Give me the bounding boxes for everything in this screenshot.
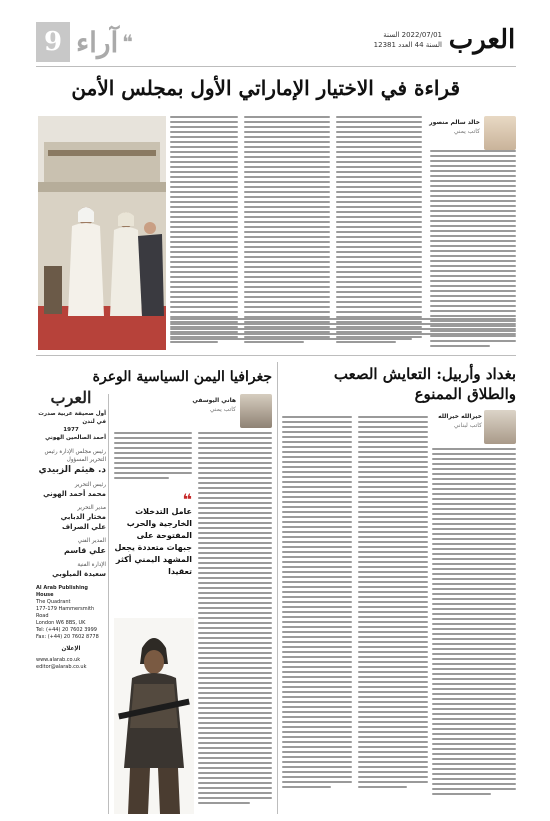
- top-body-col-4: [170, 116, 238, 343]
- top-body-col-3: [244, 116, 330, 343]
- masthead-logo: العرب: [448, 25, 516, 55]
- page-number-box: [36, 22, 70, 62]
- top-divider: [36, 355, 516, 356]
- section-title: آراء ❝: [76, 25, 134, 59]
- website-link[interactable]: www.alarab.co.uk: [36, 657, 81, 663]
- right-body-col-3: [282, 416, 352, 788]
- top-headline: قراءة في الاختيار الإماراتي الأول بمجلس الأمن: [71, 76, 460, 100]
- staff-divider: [108, 394, 109, 814]
- pullquote: ❝ عامل التدخلات الخارجية والحرب المفتوحة على جبهات متعددة يجعل المشهد اليمني أكثر تعقيدا: [114, 490, 192, 576]
- right-body-col-2: [358, 416, 428, 788]
- right-body-col-1: [432, 448, 516, 795]
- top-article-photo: [38, 116, 166, 350]
- left-article-photo: [114, 618, 194, 814]
- left-headline: جغرافيا اليمن السياسية الوعرة: [92, 369, 272, 385]
- right-author-byline: خيرالله خيرالله كاتب لبناني: [438, 413, 482, 429]
- masthead: [0, 0, 550, 70]
- page-number: 9: [43, 27, 63, 57]
- top-body-col-2: [336, 116, 422, 343]
- left-author-photo: [240, 394, 272, 428]
- top-author-byline: خالد سالم منصور كاتب يمني: [429, 119, 480, 135]
- masthead-rule: [36, 66, 516, 67]
- right-author-photo: [484, 410, 516, 444]
- vertical-divider: [277, 362, 278, 814]
- left-body-col-1: [198, 432, 272, 804]
- right-headline: بغداد وأربيل: التعايش الصعب والطلاق الممنوع: [333, 365, 516, 403]
- quote-mark-icon: ❝: [182, 490, 192, 509]
- quote-icon: ❝: [122, 30, 134, 54]
- top-author-photo: [484, 116, 516, 150]
- issue-info: 2022/07/01 السنة السنة 44 العدد 12381: [373, 31, 442, 49]
- left-body-col-2: [114, 432, 192, 479]
- email-link[interactable]: editor@alarab.co.uk: [36, 664, 87, 670]
- top-body-footer: [170, 318, 516, 340]
- staff-logo: العرب: [50, 388, 92, 407]
- staff-box: العرب أول صحيفة عربية صدرت في لندن 1977 أحمد الصالحين الهوني رئيس مجلس الإدارة رئيس التحرير المسؤول د. هيثم الزبيدي رئيس التحرير محمد أحمد الهوني مدير التحرير مختار الدبابي علي الصراف المدير الفني علي قاسم الإدارة الفنية سعيدة الميلوبي Al Arab Publishing House The Quadrant 177-179 Hammersmith Road London W6 8BS, UK Tel: (+44) 20 7602 3999 Fax: (+44) 20 7602 8778 الإعلان www.alarab.co.uk editor@alarab.co.uk: [36, 388, 106, 670]
- left-author-byline: هاني اليوسفي كاتب يمني: [192, 397, 236, 413]
